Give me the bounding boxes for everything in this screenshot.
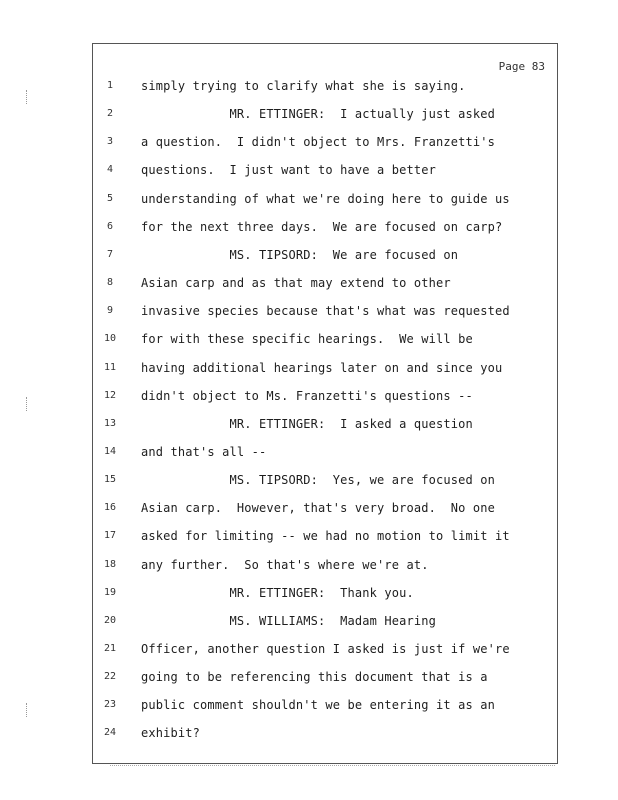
line-number: 8	[106, 277, 114, 289]
transcript-line: public comment shouldn't we be entering it as an	[141, 698, 495, 713]
transcript-line: Asian carp. However, that's very broad. No one	[141, 501, 495, 516]
line-number: 5	[106, 192, 114, 204]
line-number: 19	[103, 586, 117, 598]
transcript-line: simply trying to clarify what she is saying.	[141, 79, 466, 93]
transcript-line: Asian carp and as that may extend to other	[141, 276, 451, 291]
transcript-line: for with these specific hearings. We will be	[141, 332, 473, 347]
transcript-line: exhibit?	[141, 726, 200, 741]
transcript-line: understanding of what we're doing here to guide us	[141, 191, 510, 206]
binder-hole-mark	[26, 703, 33, 717]
transcript-line: having additional hearings later on and since you	[141, 360, 503, 375]
line-number: 23	[103, 699, 117, 711]
binder-hole-mark	[26, 90, 33, 104]
transcript-line: going to be referencing this document that is a	[141, 670, 488, 685]
transcript-page	[92, 43, 558, 764]
transcript-line: asked for limiting -- we had no motion to limit it	[141, 529, 510, 544]
line-number: 16	[103, 502, 117, 514]
line-number: 17	[103, 530, 117, 542]
line-number: 11	[103, 361, 117, 373]
transcript-line: Officer, another question I asked is just if we're	[141, 642, 510, 656]
transcript-line: a question. I didn't object to Mrs. Franzetti's	[141, 135, 495, 150]
line-number: 4	[106, 164, 114, 176]
line-number: 1	[106, 80, 114, 91]
transcript-line: and that's all --	[141, 444, 267, 459]
binder-hole-mark	[26, 397, 33, 411]
transcript-line: any further. So that's where we're at.	[141, 557, 429, 572]
line-number: 22	[103, 671, 117, 683]
transcript-line: didn't object to Ms. Franzetti's questions --	[141, 388, 473, 403]
transcript-line: questions. I just want to have a better	[141, 163, 436, 178]
transcript-line: MR. ETTINGER: Thank you.	[141, 585, 414, 600]
line-number: 3	[106, 136, 114, 148]
line-number: 2	[106, 108, 114, 120]
transcript-line: MS. TIPSORD: We are focused on	[141, 247, 459, 262]
line-number: 10	[103, 333, 117, 345]
line-number: 24	[103, 727, 117, 739]
line-number: 6	[106, 220, 114, 232]
scan-artifact-line	[110, 765, 555, 768]
transcript-line: for the next three days. We are focused on carp?	[141, 219, 503, 234]
line-number: 14	[103, 445, 117, 457]
line-number: 20	[103, 614, 117, 626]
transcript-line: MR. ETTINGER: I actually just asked	[141, 107, 495, 122]
line-number: 7	[106, 248, 114, 260]
transcript-line: MR. ETTINGER: I asked a question	[141, 416, 473, 431]
line-number: 12	[103, 389, 117, 401]
line-number: 13	[103, 417, 117, 429]
line-number: 9	[106, 305, 114, 317]
line-number: 21	[103, 643, 117, 654]
page-number: Page 83	[498, 60, 545, 73]
transcript-line: invasive species because that's what was requested	[141, 304, 510, 319]
transcript-line: MS. WILLIAMS: Madam Hearing	[141, 613, 436, 628]
transcript-line: MS. TIPSORD: Yes, we are focused on	[141, 473, 495, 488]
line-number: 15	[103, 474, 117, 486]
line-number: 18	[103, 558, 117, 570]
